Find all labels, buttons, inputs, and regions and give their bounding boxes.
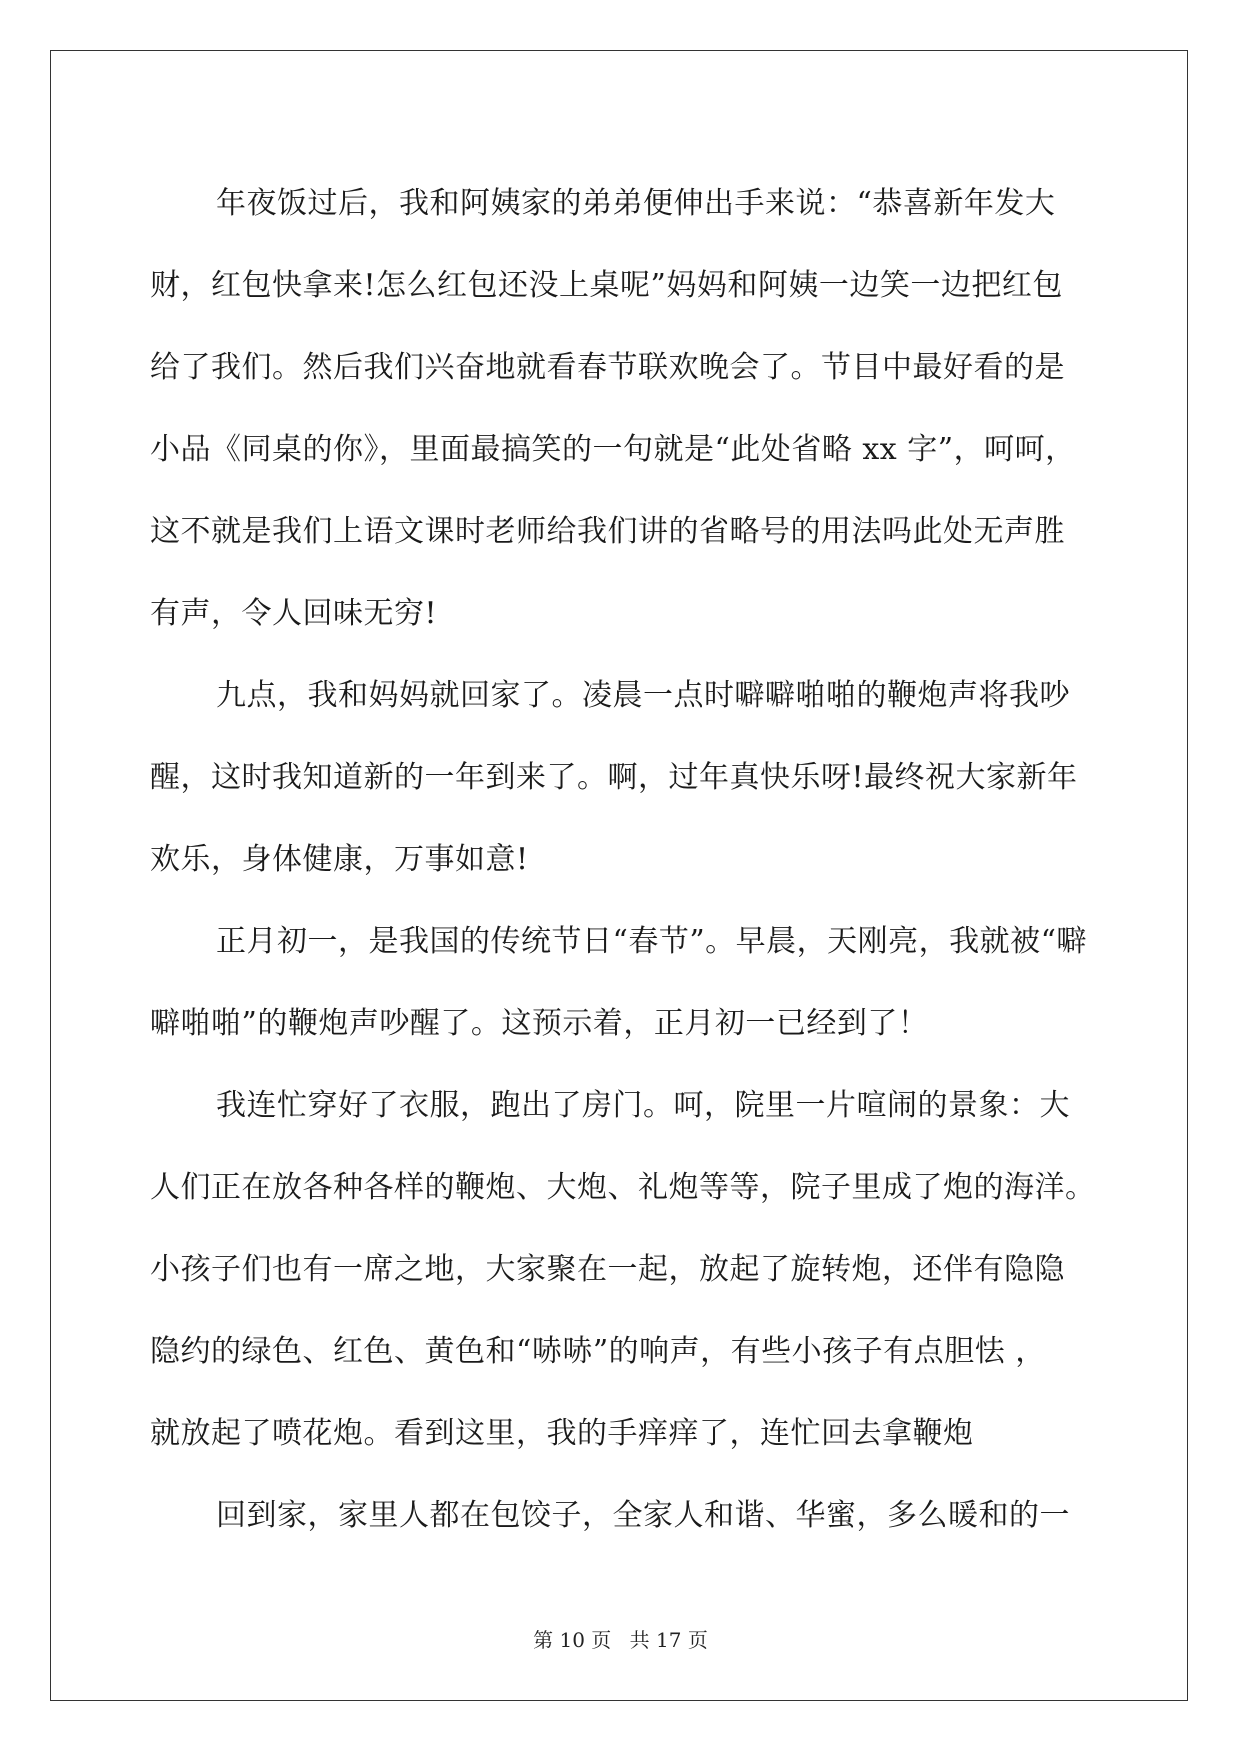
text-line: 隐约的绿色、红色、黄色和“哧哧”的响声，有些小孩子有点胆怯 ， <box>150 1334 1046 1369</box>
text-line: 有声，令人回味无穷! <box>150 596 438 631</box>
page-footer <box>0 1626 1241 1654</box>
text-line: 年夜饭过后，我和阿姨家的弟弟便伸出手来说：“恭喜新年发大 <box>216 186 1056 221</box>
text-line: 财，红包快拿来!怎么红包还没上桌呢”妈妈和阿姨一边笑一边把红包 <box>150 268 1063 303</box>
text-line: 给了我们。然后我们兴奋地就看春节联欢晚会了。节目中最好看的是 <box>150 350 1065 385</box>
page-number: 第 10 页 <box>533 1628 612 1652</box>
text-line: 这不就是我们上语文课时老师给我们讲的省略号的用法吗此处无声胜 <box>150 514 1065 549</box>
text-line: 小品《同桌的你》，里面最搞笑的一句就是“此处省略 xx 字”，呵呵， <box>150 432 1076 467</box>
text-line: 欢乐，身体健康，万事如意! <box>150 842 529 877</box>
document-body <box>150 163 1095 1557</box>
text-line: 就放起了喷花炮。看到这里，我的手痒痒了，连忙回去拿鞭炮 <box>150 1416 974 1451</box>
page-total: 共 17 页 <box>629 1628 708 1652</box>
text-line: 人们正在放各种各样的鞭炮、大炮、礼炮等等，院子里成了炮的海洋。 <box>150 1170 1096 1205</box>
text-line: 回到家，家里人都在包饺子，全家人和谐、华蜜，多么暖和的一 <box>216 1498 1070 1533</box>
text-line: 九点，我和妈妈就回家了。凌晨一点时噼噼啪啪的鞭炮声将我吵 <box>216 678 1070 713</box>
text-line: 我连忙穿好了衣服，跑出了房门。呵，院里一片喧闹的景象：大 <box>216 1088 1070 1123</box>
text-line: 醒，这时我知道新的一年到来了。啊，过年真快乐呀!最终祝大家新年 <box>150 760 1078 795</box>
text-line: 正月初一，是我国的传统节日“春节”。早晨，天刚亮，我就被“噼 <box>216 924 1088 959</box>
text-line: 噼啪啪”的鞭炮声吵醒了。这预示着，正月初一已经到了！ <box>150 1006 929 1041</box>
text-line: 小孩子们也有一席之地，大家聚在一起，放起了旋转炮，还伴有隐隐 <box>150 1252 1065 1287</box>
